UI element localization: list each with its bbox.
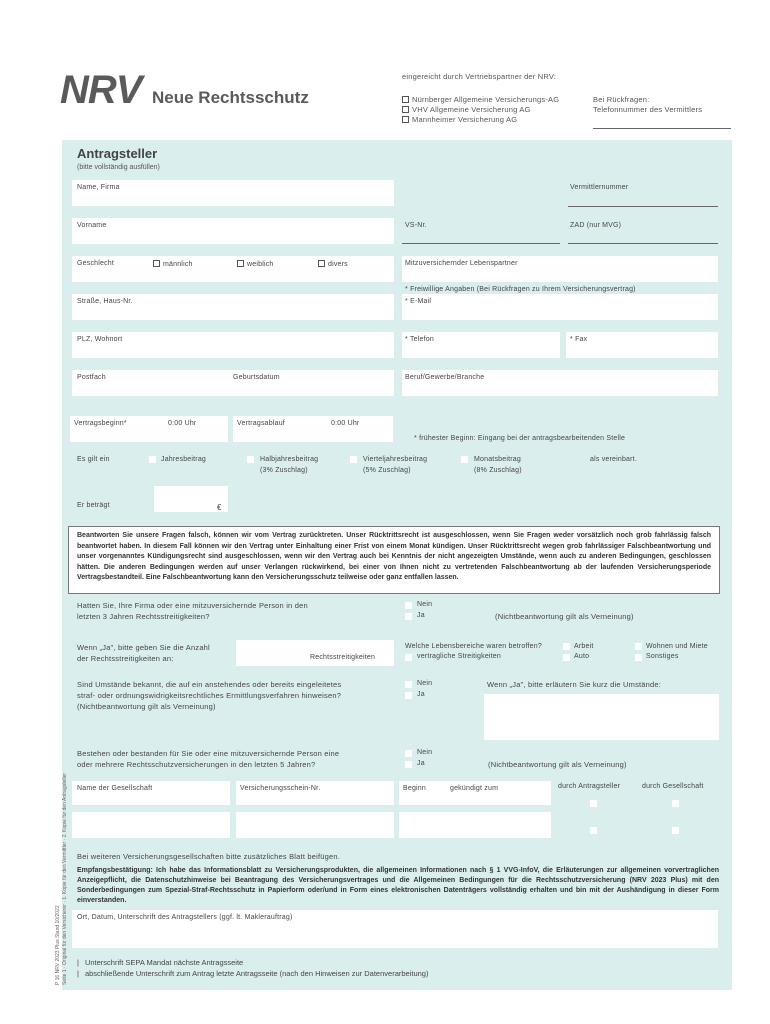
earliest-note: * frühester Beginn: Eingang bei der antragsbearbeitenden Stelle bbox=[414, 435, 626, 442]
q3-explain-field[interactable] bbox=[484, 694, 719, 740]
checkbox-icon[interactable] bbox=[402, 116, 409, 123]
gesellschaft-field-2[interactable] bbox=[72, 812, 230, 838]
vierteljahr-label: Vierteljahresbeitrag bbox=[363, 456, 428, 463]
abschluss-note: | abschließende Unterschrift zum Antrag letzte Antragsseite (nach den Hinweisen zur Datenverarbeitung) bbox=[77, 969, 429, 978]
durch-gesellschaft-checkbox-2[interactable] bbox=[672, 827, 679, 834]
beginn-field-2[interactable] bbox=[399, 812, 551, 838]
maennlich-option[interactable]: männlich bbox=[153, 260, 193, 268]
lebensbereiche-label: Welche Lebensbereiche waren betroffen? bbox=[405, 643, 542, 650]
sepa-note: | Unterschrift SEPA Mandat nächste Antragsseite bbox=[77, 958, 244, 967]
q1-text: Hatten Sie, Ihre Firma oder eine mitzuversichernde Person in den bbox=[77, 601, 308, 610]
insurer-option-2[interactable]: Mannheimer Versicherung AG bbox=[402, 115, 517, 124]
wohnen-label: Wohnen und Miete bbox=[646, 643, 708, 650]
geburtsdatum-label: Geburtsdatum bbox=[233, 374, 280, 381]
rechtsstreit-label: Rechtsstreitigkeiten bbox=[310, 654, 376, 661]
q3-text-2: straf- oder ordnungswidrigkeitsrechtliches Ermittlungsverfahren hinweisen? bbox=[77, 691, 342, 700]
q1-ja-checkbox[interactable] bbox=[405, 613, 412, 620]
weiblich-option[interactable]: weiblich bbox=[237, 260, 274, 268]
partner-label: Mitzuversichernder Lebenspartner bbox=[405, 260, 518, 267]
signature-label: Ort, Datum, Unterschrift des Antragstellers (ggf. lt. Maklerauftrag) bbox=[77, 914, 293, 921]
beginn-uhr: 0:00 Uhr bbox=[168, 420, 197, 427]
halbjahr-label: Halbjahresbeitrag bbox=[260, 456, 319, 463]
durch-antragsteller-checkbox-2[interactable] bbox=[590, 827, 597, 834]
es-gilt-label: Es gilt ein bbox=[77, 456, 110, 463]
halbjahr-zuschlag: (3% Zuschlag) bbox=[260, 467, 308, 474]
strasse-label: Straße, Haus-Nr. bbox=[77, 298, 133, 305]
q3-nein-label: Nein bbox=[417, 680, 433, 687]
q4-ja-label: Ja bbox=[417, 760, 425, 767]
fax-label: * Fax bbox=[570, 336, 588, 343]
q3-text-3: (Nichtbeantwortung gilt als Verneinung) bbox=[77, 702, 216, 711]
q4-text: Bestehen oder bestanden für Sie oder eine mitzuversichernde Person eine bbox=[77, 749, 340, 758]
sonstiges-label: Sonstiges bbox=[646, 653, 679, 660]
vermittler-line[interactable] bbox=[568, 206, 718, 207]
vertraglich-label: vertragliche Streitigkeiten bbox=[417, 653, 501, 660]
q4-nein-checkbox[interactable] bbox=[405, 750, 412, 757]
plz-label: PLZ, Wohnort bbox=[77, 336, 123, 343]
auto-label: Auto bbox=[574, 653, 590, 660]
rechtsstreit-count-field[interactable] bbox=[236, 640, 394, 666]
section-title: Antragsteller bbox=[77, 146, 158, 161]
q4-note: (Nichtbeantwortung gilt als Verneinung) bbox=[488, 760, 627, 769]
checkbox-icon[interactable] bbox=[153, 260, 160, 267]
q4-text-2: oder mehrere Rechtsschutzversicherungen in den letzten 5 Jahren? bbox=[77, 760, 316, 769]
name-field[interactable] bbox=[72, 180, 394, 206]
vertraglich-checkbox[interactable] bbox=[405, 654, 412, 661]
vorname-field[interactable] bbox=[72, 218, 394, 244]
email-label: * E-Mail bbox=[405, 298, 432, 305]
sonstiges-checkbox[interactable] bbox=[635, 654, 642, 661]
auto-checkbox[interactable] bbox=[563, 654, 570, 661]
side-copies: Seite 1 · Original für den Versicherer · 1. Kopie für den Vermittler · 2. Kopie für den Antragsteller bbox=[62, 772, 68, 985]
side-code: P 16 NRV 2023 Plus Stand 10/2022 bbox=[55, 905, 61, 985]
zad-label: ZAD (nur MVG) bbox=[570, 222, 622, 229]
questions-label: Bei Rückfragen: bbox=[593, 95, 650, 104]
divers-option[interactable]: divers bbox=[318, 260, 348, 268]
email-field[interactable] bbox=[402, 294, 718, 320]
durch-gesellschaft-checkbox-1[interactable] bbox=[672, 800, 679, 807]
zad-line[interactable] bbox=[568, 243, 718, 244]
q3-ja-label: Ja bbox=[417, 691, 425, 698]
halbjahr-checkbox[interactable] bbox=[247, 456, 254, 463]
weitere-note: Bei weiteren Versicherungsgesellschaften bitte zusätzliches Blatt beifügen. bbox=[77, 852, 341, 861]
wohnen-checkbox[interactable] bbox=[635, 643, 642, 650]
gekuendigt-label: gekündigt zum bbox=[450, 785, 499, 792]
q1-note: (Nichtbeantwortung gilt als Verneinung) bbox=[495, 612, 634, 621]
durch-antragsteller-label: durch Antragsteller bbox=[558, 783, 621, 790]
q2-text: Wenn „Ja", bitte geben Sie die Anzahl bbox=[77, 643, 210, 652]
vertragsbeginn-label: Vertragsbeginn* bbox=[74, 420, 127, 427]
empfangsbestaetigung: Empfangsbestätigung: Ich habe das Informationsblatt zu Versicherungsprodukten, die allgemeinen Informationen nach § 1 VVG-InfoV, die Erläuterungen zur allgemeinen vorvertraglichen Anzeigepflicht, die Datenschutzhinweise bei Beantragung des Versicherungsvertrages und die Allgemeinen Bedingungen für die Rechtsschutzversicherung (NRV 2023 Plus) mit den Sonderbedingungen zum Spezial-Straf-Rechtsschutz in Papierform oder/und in Form eines elektronischen Datenträgers vollständig erhalten und bin mit der Aushändigung in dieser Form einverstanden. bbox=[77, 867, 719, 904]
warning-box: Beantworten Sie unsere Fragen falsch, können wir vom Vertrag zurücktreten. Unser Rücktrittsrecht ist ausgeschlossen, wenn Sie Fragen weder vorsätzlich noch grob fahrlässig falsch beantwortet haben. In diesem Fall können wir den Vertrag unter Einhaltung einer Frist von einem Monat kündigen. Unser Rücktrittsrecht wegen grob fahrlässiger Falschbeantwortung und unser vorgenanntes Kündigungsrecht sind ausgeschlossen, wenn wir den Vertrag auch bei Kenntnis der nicht angezeigten Umstände, wenn auch zu anderen Bedingungen, geschlossen hätten. Die anderen Bedingungen werden auf unser Verlangen rückwirkend, bei einer von Ihnen nicht zu vertretenden Falschbeantwortung ab der laufenden Versicherungsperiode Vertragsbestandteil. Eine Falschbeantwortung kann den Versicherungsschutz teilweise oder ganz entfallen lassen. bbox=[68, 526, 720, 594]
q1-text-2: letzten 3 Jahren Rechtsstreitigkeiten? bbox=[77, 612, 210, 621]
section-subtitle: (bitte vollständig ausfüllen) bbox=[77, 164, 160, 171]
vierteljahr-checkbox[interactable] bbox=[350, 456, 357, 463]
er-betraegt-label: Er beträgt bbox=[77, 502, 110, 509]
insurer-option-1[interactable]: VHV Allgemeine Versicherung AG bbox=[402, 105, 531, 114]
vereinbart-label: als vereinbart. bbox=[590, 456, 637, 463]
monat-zuschlag: (8% Zuschlag) bbox=[474, 467, 522, 474]
q3-nein-checkbox[interactable] bbox=[405, 681, 412, 688]
checkbox-icon[interactable] bbox=[402, 96, 409, 103]
q4-ja-checkbox[interactable] bbox=[405, 761, 412, 768]
optional-note: * Freiwillige Angaben (Bei Rückfragen zu Ihrem Versicherungsvertrag) bbox=[405, 286, 636, 293]
submitted-by-label: eingereicht durch Vertriebspartner der NRV: bbox=[402, 72, 557, 81]
logo-subtitle: Neue Rechtsschutz bbox=[152, 88, 309, 107]
checkbox-icon[interactable] bbox=[402, 106, 409, 113]
monat-checkbox[interactable] bbox=[461, 456, 468, 463]
q3-ja-checkbox[interactable] bbox=[405, 692, 412, 699]
vsnr-label: VS-Nr. bbox=[405, 222, 427, 229]
phone-line[interactable] bbox=[593, 128, 731, 129]
questions-phone-label: Telefonnummer des Vermittlers bbox=[593, 105, 703, 114]
arbeit-label: Arbeit bbox=[574, 643, 594, 650]
q4-nein-label: Nein bbox=[417, 749, 433, 756]
euro-sign: € bbox=[217, 503, 222, 512]
fax-field[interactable] bbox=[566, 332, 718, 358]
durch-gesellschaft-label: durch Gesellschaft bbox=[642, 783, 704, 790]
beginn-label: Beginn bbox=[403, 785, 426, 792]
name-label: Name, Firma bbox=[77, 184, 120, 191]
durch-antragsteller-checkbox-1[interactable] bbox=[590, 800, 597, 807]
nrv-logo: NRV bbox=[60, 68, 142, 112]
ablauf-uhr: 0:00 Uhr bbox=[331, 420, 360, 427]
jahresbeitrag-checkbox[interactable] bbox=[149, 456, 156, 463]
vermittler-label: Vermittlernummer bbox=[570, 184, 629, 191]
beruf-label: Beruf/Gewerbe/Branche bbox=[405, 374, 485, 381]
vierteljahr-zuschlag: (5% Zuschlag) bbox=[363, 467, 411, 474]
gesellschaft-label: Name der Gesellschaft bbox=[77, 785, 153, 792]
q3-ja-prompt: Wenn „Ja", bitte erläutern Sie kurz die Umstände: bbox=[487, 680, 662, 689]
q2-text-2: der Rechtsstreitigkeiten an: bbox=[77, 654, 174, 663]
checkbox-icon[interactable] bbox=[318, 260, 325, 267]
insurer-option-0[interactable]: Nürnberger Allgemeine Versicherungs-AG bbox=[402, 95, 559, 104]
vsnr-line[interactable] bbox=[402, 243, 560, 244]
schein-label: Versicherungsschein-Nr. bbox=[240, 785, 321, 792]
postfach-label: Postfach bbox=[77, 374, 106, 381]
schein-field-2[interactable] bbox=[236, 812, 394, 838]
vorname-label: Vorname bbox=[77, 222, 107, 229]
monat-label: Monatsbeitrag bbox=[474, 456, 521, 463]
q1-nein-checkbox[interactable] bbox=[405, 602, 412, 609]
q1-ja-label: Ja bbox=[417, 612, 425, 619]
telefon-label: * Telefon bbox=[405, 336, 434, 343]
arbeit-checkbox[interactable] bbox=[563, 643, 570, 650]
checkbox-icon[interactable] bbox=[237, 260, 244, 267]
vertragsablauf-label: Vertragsablauf bbox=[237, 420, 285, 427]
q1-nein-label: Nein bbox=[417, 601, 433, 608]
jahresbeitrag-label: Jahresbeitrag bbox=[161, 456, 207, 463]
geschlecht-label: Geschlecht bbox=[77, 260, 115, 267]
q3-text: Sind Umstände bekannt, die auf ein anstehendes oder bereits eingeleitetes bbox=[77, 680, 342, 689]
